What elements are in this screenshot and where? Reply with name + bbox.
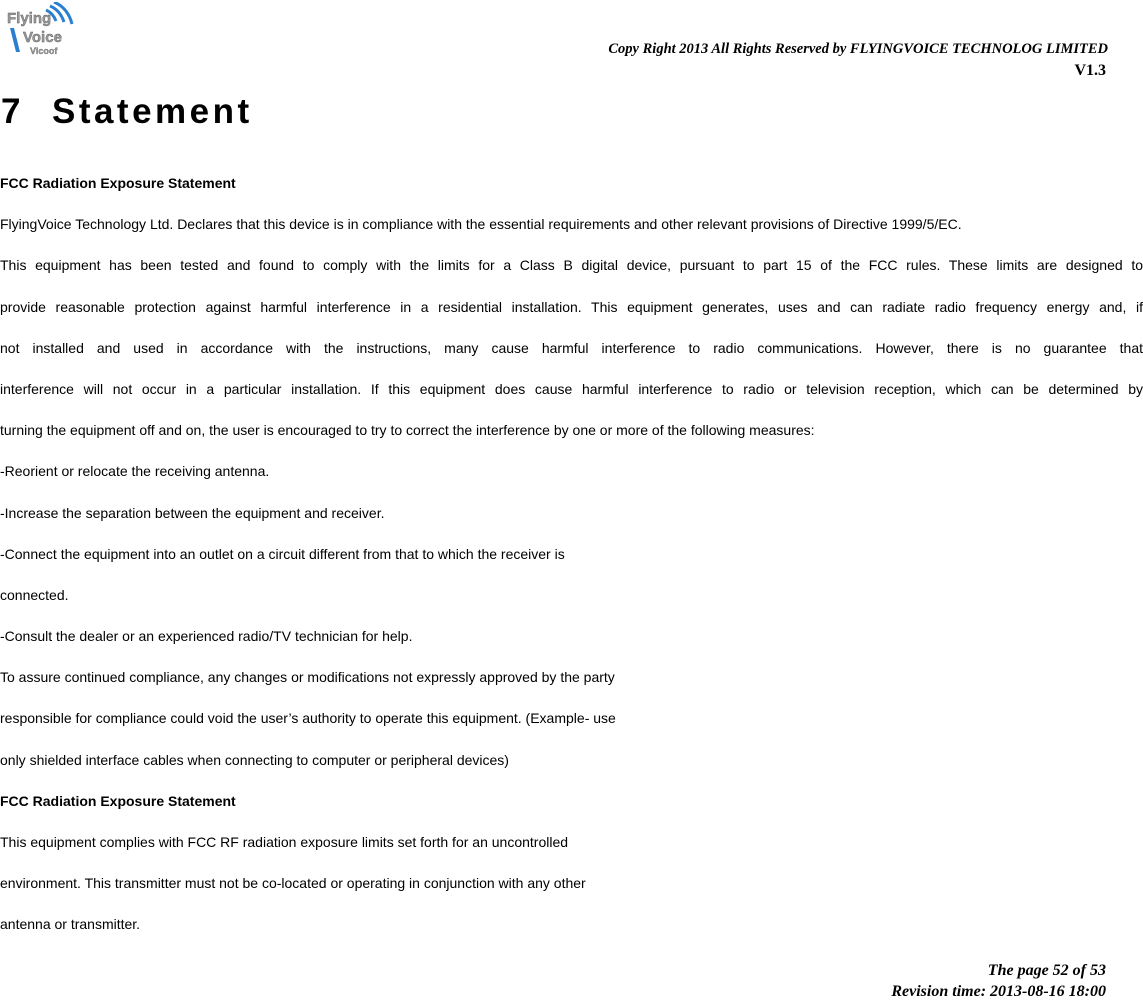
logo-text-line3: Vicoof — [30, 46, 58, 56]
header-copyright: Copy Right 2013 All Rights Reserved by FLYINGVOICE TECHNOLOG LIMITED — [608, 41, 1108, 57]
text-line: -Increase the separation between the equipment and receiver. — [0, 504, 385, 521]
logo-text-line2: Voice — [23, 29, 62, 46]
chapter-title — [1, 92, 253, 132]
text-line: only shielded interface cables when connecting to computer or peripheral devices) — [0, 751, 509, 768]
text-line: turning the equipment off and on, the user is encouraged to try to correct the interference by one or more of the following measures: — [0, 422, 815, 439]
text-line: connected. — [0, 586, 69, 603]
text-line: responsible for compliance could void the user’s authority to operate this equipment. (Example- use — [0, 710, 616, 727]
text-line: environment. This transmitter must not be co-located or operating in conjunction with any other — [0, 875, 586, 892]
text-line: FCC Radiation Exposure Statement — [0, 792, 236, 809]
header-version: V1.3 — [1074, 62, 1106, 79]
text-line: To assure continued compliance, any changes or modifications not expressly approved by the party — [0, 669, 615, 686]
text-line: This equipment complies with FCC RF radiation exposure limits set forth for an uncontrolled — [0, 834, 569, 850]
text-line: provide reasonable protection against harmful interference in a residential installation. This equipment generates, uses and can radiate radio frequency energy and, if — [0, 298, 1143, 315]
text-line: FlyingVoice Technology Ltd. Declares that this device is in compliance with the essential requirements and other relevant provisions of Directive 1999/5/EC. — [0, 216, 962, 233]
chapter-title-text: Statement — [51, 92, 253, 131]
text-line: This equipment has been tested and found to comply with the limits for a Class B digital device, pursuant to part 15 of the FCC rules. These limits are designed to — [0, 257, 1143, 274]
text-line: antenna or transmitter. — [0, 916, 141, 933]
text-line: -Connect the equipment into an outlet on a circuit different from that to which the receiver is — [0, 545, 565, 562]
text-line: not installed and used in accordance with the instructions, many cause harmful interference to radio communications. However, there is no guarantee that — [0, 339, 1143, 356]
text-line: -Reorient or relocate the receiving antenna. — [0, 463, 270, 480]
text-line: FCC Radiation Exposure Statement — [0, 175, 236, 191]
footer-revision-time: Revision time: 2013-08-16 18:00 — [891, 983, 1106, 1000]
logo-text-line1: Flying — [7, 10, 52, 27]
flyingvoice-logo — [6, 2, 76, 58]
chapter-number: 7 — [1, 92, 24, 131]
statement-content — [0, 163, 1143, 946]
footer-page-number: The page 52 of 53 — [987, 962, 1106, 979]
text-line: -Consult the dealer or an experienced radio/TV technician for help. — [0, 628, 413, 645]
text-line: interference will not occur in a particular installation. If this equipment does cause harmful interference to radio or television reception, which can be determined by — [0, 380, 1143, 397]
